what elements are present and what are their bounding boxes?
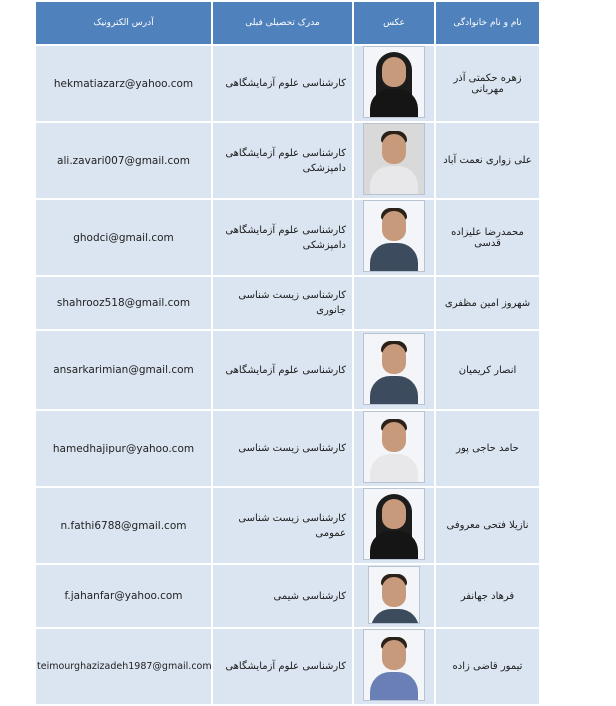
name-cell: حامد حاجی پور: [436, 411, 539, 486]
photo-cell: [354, 331, 434, 409]
table-row: [36, 277, 539, 329]
header-row: [36, 2, 539, 44]
degree-cell: کارشناسی زیست شناسی: [213, 411, 352, 486]
degree-cell: کارشناسی شیمی: [213, 565, 352, 627]
email-cell: teimourghazizadeh1987@gmail.com: [36, 629, 211, 704]
staff-table: [34, 0, 541, 706]
male-portrait-photo: [363, 629, 425, 701]
degree-cell: کارشناسی علوم آزمایشگاهی دامپزشکی: [213, 123, 352, 198]
degree-cell: کارشناسی زیست شناسی عمومی: [213, 488, 352, 563]
degree-cell: کارشناسی علوم آزمایشگاهی: [213, 46, 352, 121]
female-portrait-photo: [363, 46, 425, 118]
email-cell: n.fathi6788@gmail.com: [36, 488, 211, 563]
degree-cell: کارشناسی علوم آزمایشگاهی دامپزشکی: [213, 200, 352, 275]
email-cell: hamedhajipur@yahoo.com: [36, 411, 211, 486]
name-cell: فرهاد جهانفر: [436, 565, 539, 627]
name-cell: نازیلا فتحی معروفی: [436, 488, 539, 563]
photo-cell: [354, 200, 434, 275]
table-row: [36, 123, 539, 198]
male-portrait-photo: [363, 411, 425, 483]
email-cell: ghodci@gmail.com: [36, 200, 211, 275]
photo-cell: [354, 411, 434, 486]
photo-cell: [354, 565, 434, 627]
degree-cell: کارشناسی زیست شناسی جانوری: [213, 277, 352, 329]
table-row: [36, 488, 539, 563]
male-portrait-photo: [368, 566, 420, 624]
staff-table-container: [34, 0, 537, 706]
table-row: [36, 565, 539, 627]
table-row: [36, 629, 539, 704]
email-cell: shahrooz518@gmail.com: [36, 277, 211, 329]
male-portrait-photo: [363, 333, 425, 405]
name-cell: تیمور قاضی زاده: [436, 629, 539, 704]
name-cell: شهروز امین مظفری: [436, 277, 539, 329]
email-cell: ansarkarimian@gmail.com: [36, 331, 211, 409]
name-cell: زهره حکمتی آذر مهربانی: [436, 46, 539, 121]
male-portrait-photo: [363, 123, 425, 195]
name-cell: انصار کریمیان: [436, 331, 539, 409]
photo-cell: [354, 123, 434, 198]
photo-cell: [354, 46, 434, 121]
name-cell: علی زواری نعمت آباد: [436, 123, 539, 198]
header-photo: عکس: [354, 2, 434, 44]
photo-cell-empty: [354, 277, 434, 329]
header-name: نام و نام خانوادگی: [436, 2, 539, 44]
table-row: [36, 411, 539, 486]
name-cell: محمدرضا علیزاده قدسی: [436, 200, 539, 275]
table-row: [36, 46, 539, 121]
photo-cell: [354, 488, 434, 563]
male-portrait-photo: [363, 200, 425, 272]
email-cell: ali.zavari007@gmail.com: [36, 123, 211, 198]
table-row: [36, 200, 539, 275]
header-email: آدرس الکترونیک: [36, 2, 211, 44]
email-cell: f.jahanfar@yahoo.com: [36, 565, 211, 627]
photo-cell: [354, 629, 434, 704]
degree-cell: کارشناسی علوم آزمایشگاهی: [213, 331, 352, 409]
female-portrait-photo: [363, 488, 425, 560]
table-row: [36, 331, 539, 409]
header-degree: مدرک تحصیلی فبلی: [213, 2, 352, 44]
email-cell: hekmatiazarz@yahoo.com: [36, 46, 211, 121]
degree-cell: کارشناسی علوم آزمایشگاهی: [213, 629, 352, 704]
